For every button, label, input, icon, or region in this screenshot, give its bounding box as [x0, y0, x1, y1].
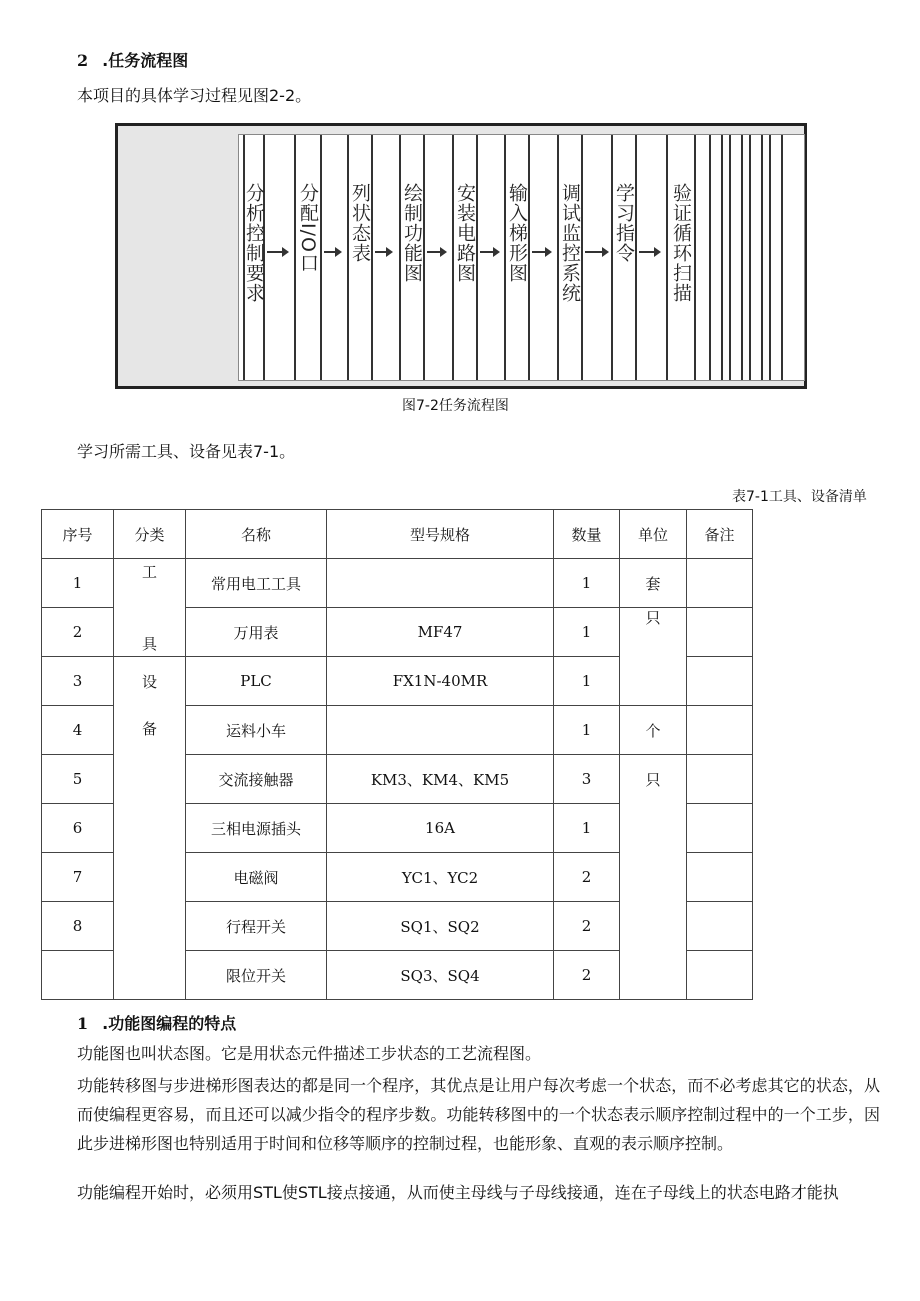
header-cell: 单位 [620, 510, 687, 559]
row-unit: 只 [620, 608, 687, 706]
paragraph: 功能图也叫状态图。它是用状态元件描述工步状态的工艺流程图。 [77, 1044, 542, 1063]
row-model: FX1N-40MR [327, 657, 554, 706]
row-remark [687, 657, 753, 706]
header-cell: 序号 [42, 510, 114, 559]
header-cell: 分类 [114, 510, 186, 559]
flow-arrow [480, 251, 498, 253]
row-no [42, 951, 114, 1000]
flow-step-1: 分析控制要求 [243, 135, 265, 380]
equipment-table [41, 509, 753, 1000]
row-remark [687, 608, 753, 657]
flow-arrow [375, 251, 391, 253]
flow-step-7: 调试监控系统 [557, 135, 583, 380]
row-name: 交流接触器 [186, 755, 327, 804]
flow-arrow [532, 251, 550, 253]
row-no: 8 [42, 902, 114, 951]
row-name: 三相电源插头 [186, 804, 327, 853]
row-qty: 1 [554, 706, 620, 755]
row-remark [687, 804, 753, 853]
row-remark [687, 755, 753, 804]
flow-blank-column [749, 135, 763, 380]
row-name: 万用表 [186, 608, 327, 657]
header-cell: 型号规格 [327, 510, 554, 559]
row-qty: 1 [554, 608, 620, 657]
flow-arrow [585, 251, 607, 253]
row-qty: 2 [554, 853, 620, 902]
row-name: 限位开关 [186, 951, 327, 1000]
section-heading-features [77, 1011, 236, 1034]
row-qty: 2 [554, 951, 620, 1000]
section-heading-task-flow [77, 48, 188, 71]
flow-step-5: 安装电路图 [452, 135, 478, 380]
flow-step-2: 分配I/O口 [294, 135, 322, 380]
flow-blank-column [769, 135, 783, 380]
row-model: SQ3、SQ4 [327, 951, 554, 1000]
intro-paragraph: 本项目的具体学习过程见图2-2。 [77, 86, 312, 105]
row-no: 7 [42, 853, 114, 902]
row-model: MF47 [327, 608, 554, 657]
paragraph: 功能编程开始时，必须用STL使STL接点接通，从而使主母线与子母线接通，连在子母线上的状态电路才能执 [77, 1183, 839, 1202]
flow-blank-column [709, 135, 723, 380]
row-no: 5 [42, 755, 114, 804]
flow-step-4: 绘制功能图 [399, 135, 425, 380]
flow-arrow [324, 251, 340, 253]
row-qty: 3 [554, 755, 620, 804]
tools-intro: 学习所需工具、设备见表7-1。 [77, 442, 296, 461]
row-qty: 1 [554, 657, 620, 706]
row-unit: 个 [620, 706, 687, 755]
row-model [327, 706, 554, 755]
section-title: .功能图编程的特点 [102, 1014, 237, 1033]
row-remark [687, 559, 753, 608]
row-remark [687, 951, 753, 1000]
row-remark [687, 853, 753, 902]
row-model [327, 559, 554, 608]
row-unit: 套 [620, 559, 687, 608]
task-flowchart [115, 123, 807, 389]
row-model: 16A [327, 804, 554, 853]
flow-arrow [639, 251, 659, 253]
row-name: 行程开关 [186, 902, 327, 951]
flow-step-6: 输入梯形图 [504, 135, 530, 380]
flow-step-9: 验证循环扫描 [666, 135, 696, 380]
paragraph: 功能转移图与步进梯形图表达的都是同一个程序，其优点是让用户每次考虑一个状态，而不必考虑其它的状态，从而使编程更容易，而且还可以减少指令的程序步数。功能转移图中的一个状态表示顺序控制过程中的一个工步，因此步进梯形图也特别适用于时间和位移等顺序的控制过程，也能形象、直观的表示顺序控制。 [77, 1076, 880, 1153]
row-no: 1 [42, 559, 114, 608]
category-equipment: 设 备 [114, 657, 186, 1000]
header-cell: 备注 [687, 510, 753, 559]
row-model: KM3、KM4、KM5 [327, 755, 554, 804]
section-title: .任务流程图 [102, 51, 189, 70]
section-number: 2 [77, 51, 89, 70]
row-no: 3 [42, 657, 114, 706]
section-number: 1 [77, 1014, 89, 1033]
row-qty: 2 [554, 902, 620, 951]
row-no: 6 [42, 804, 114, 853]
figure-caption: 图7-2任务流程图 [402, 398, 509, 414]
row-qty: 1 [554, 804, 620, 853]
row-name: 运料小车 [186, 706, 327, 755]
row-remark [687, 706, 753, 755]
row-name: PLC [186, 657, 327, 706]
table-caption: 表7-1工具、设备清单 [732, 489, 867, 505]
flow-step-3: 列状态表 [347, 135, 373, 380]
row-model: YC1、YC2 [327, 853, 554, 902]
table-row [42, 559, 753, 608]
row-name: 常用电工工具 [186, 559, 327, 608]
row-remark [687, 902, 753, 951]
row-unit: 只 [620, 755, 687, 1000]
row-no: 2 [42, 608, 114, 657]
flow-step-8: 学习指令 [611, 135, 637, 380]
flow-blank-column [729, 135, 743, 380]
flow-arrow [267, 251, 287, 253]
header-cell: 名称 [186, 510, 327, 559]
row-model: SQ1、SQ2 [327, 902, 554, 951]
header-cell: 数量 [554, 510, 620, 559]
row-qty: 1 [554, 559, 620, 608]
category-tools: 工 具 [114, 559, 186, 657]
table-header-row [42, 510, 753, 559]
row-name: 电磁阀 [186, 853, 327, 902]
flowchart-canvas [238, 134, 805, 381]
row-no: 4 [42, 706, 114, 755]
flow-arrow [427, 251, 445, 253]
